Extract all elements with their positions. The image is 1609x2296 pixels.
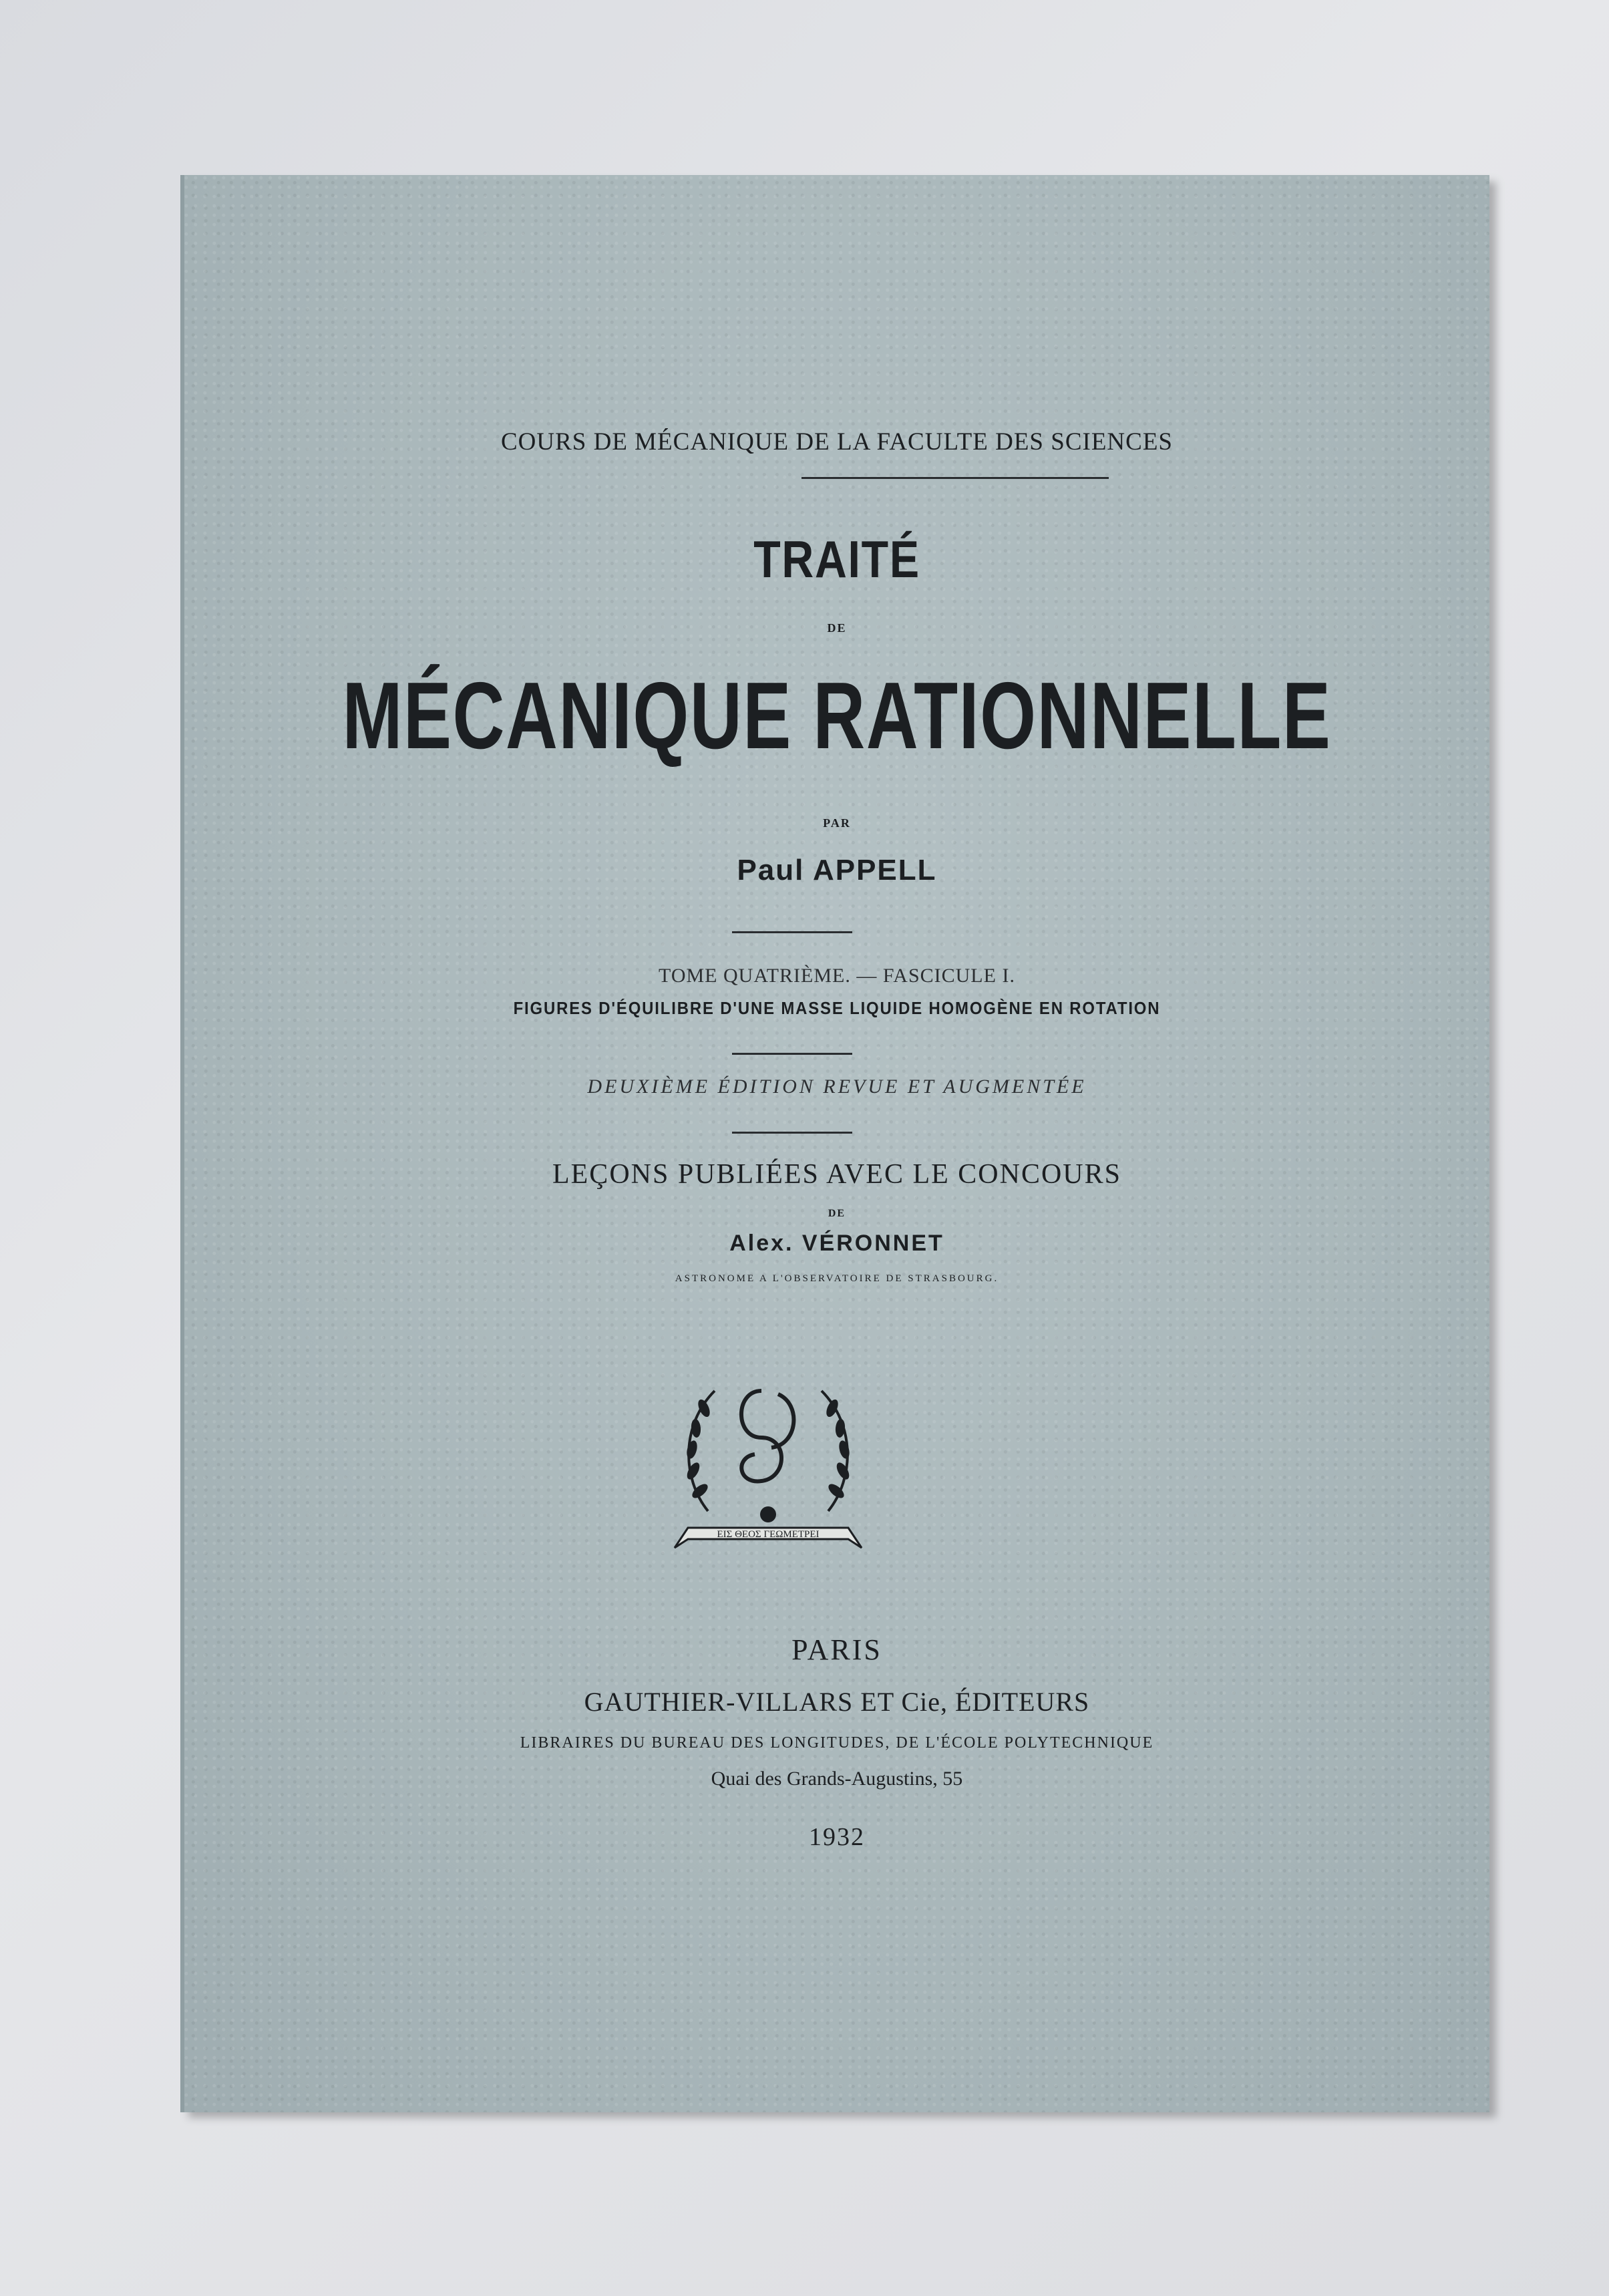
publication-year: 1932: [809, 1823, 865, 1851]
emblem-motto: ΕΙΣ ΘΕΟΣ ΓΕΩΜΕΤΡΕΙ: [717, 1529, 820, 1540]
edition-rule: [732, 1132, 852, 1134]
publisher-address: Quai des Grands-Augustins, 55: [711, 1768, 963, 1790]
by-label: PAR: [823, 816, 851, 830]
coauthor-affiliation: ASTRONOME A L'OBSERVATOIRE DE STRASBOURG.: [675, 1273, 999, 1284]
author-name: Paul APPELL: [737, 854, 937, 886]
series-title: COURS DE MÉCANIQUE DE LA FACULTE DES SCIENCES: [500, 428, 1174, 456]
publication-city: PARIS: [791, 1633, 882, 1666]
subtitle-rule: [732, 1053, 852, 1055]
main-title: MÉCANIQUE RATIONNELLE: [342, 663, 1332, 769]
collaboration-connector: DE: [828, 1208, 846, 1219]
publisher-name: GAUTHIER-VILLARS ET Cie, ÉDITEURS: [584, 1687, 1090, 1717]
publisher-emblem-icon: [661, 1364, 875, 1565]
coauthor-name: Alex. VÉRONNET: [729, 1231, 944, 1256]
author-rule: [732, 931, 852, 933]
volume-subtitle: FIGURES D'ÉQUILIBRE D'UNE MASSE LIQUIDE HOMOGÈNE EN ROTATION: [513, 998, 1161, 1018]
collaboration-label: LEÇONS PUBLIÉES AVEC LE CONCOURS: [552, 1159, 1121, 1190]
publisher-roles: LIBRAIRES DU BUREAU DES LONGITUDES, DE L'ÉCOLE POLYTECHNIQUE: [520, 1734, 1154, 1752]
book-cover: [180, 175, 1489, 2112]
title-connector: DE: [827, 621, 847, 635]
title-top: TRAITÉ: [753, 530, 920, 589]
volume-label: TOME QUATRIÈME. — FASCICULE I.: [659, 965, 1015, 987]
edition-label: DEUXIÈME ÉDITION REVUE ET AUGMENTÉE: [587, 1076, 1087, 1098]
series-rule: [801, 477, 1109, 479]
